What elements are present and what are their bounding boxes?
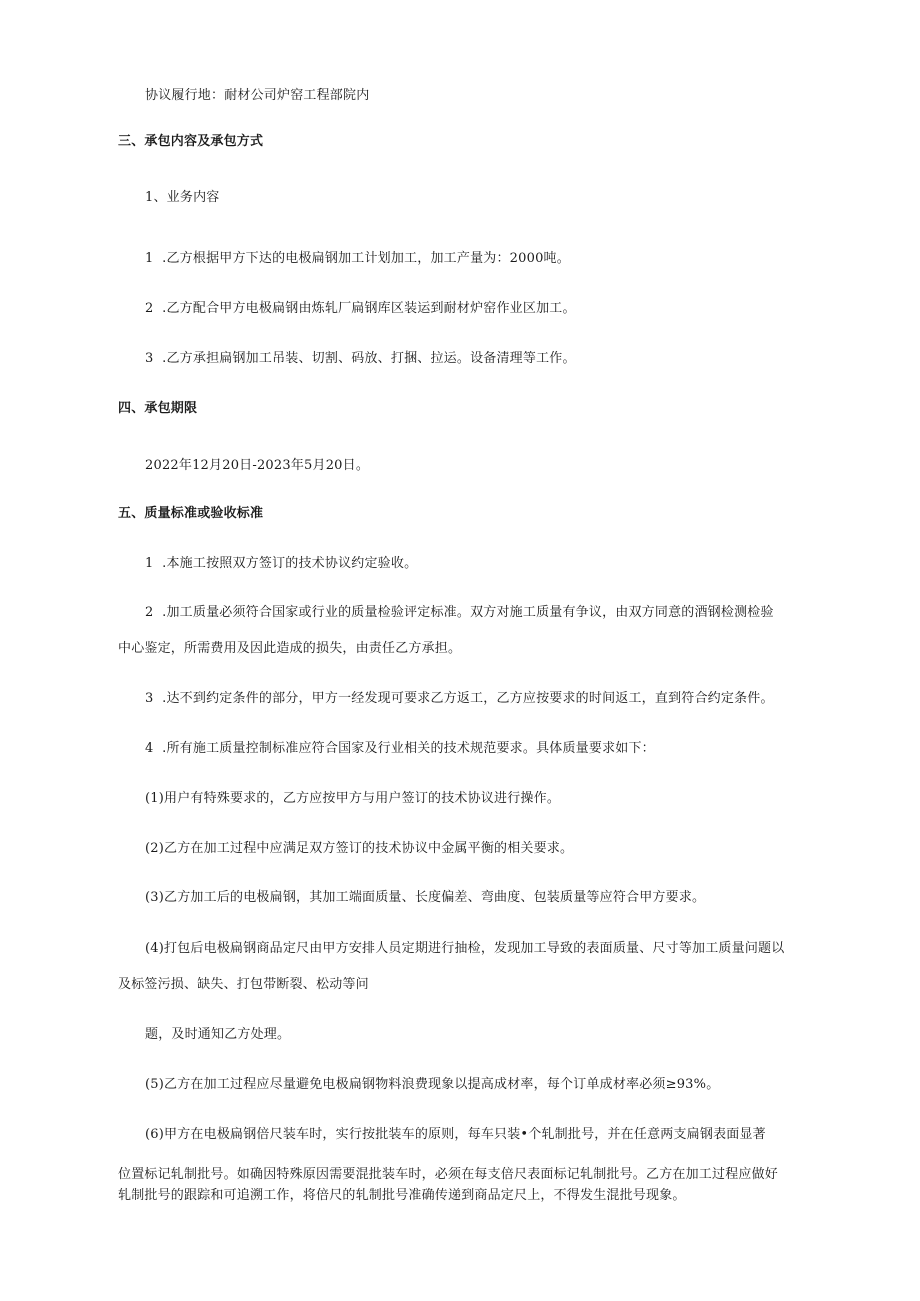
section-5-heading: 五、质量标准或验收标准 (118, 506, 264, 521)
requirement-4c: 题，及时通知乙方处理。 (145, 1027, 291, 1042)
section-3-heading: 三、承包内容及承包方式 (118, 134, 264, 149)
requirement-6b: 位置标记轧制批号。如确因特殊原因需要混批装车时，必须在每支倍尺表面标记轧制批号。乙方在加工过程应做好 (118, 1167, 779, 1182)
section-5-item-1: 1 .本施工按照双方签订的技术协议约定验收。 (145, 556, 418, 571)
requirement-4a: (4)打包后电极扁钢商品定尺由甲方安排人员定期进行抽检，发现加工导致的表面质量、尺寸等加工质量问题以 (145, 941, 785, 956)
requirement-3: (3)乙方加工后的电极扁钢，其加工端面质量、长度偏差、弯曲度、包装质量等应符合甲方要求。 (145, 890, 706, 905)
requirement-5: (5)乙方在加工过程应尽量避免电极扁钢物料浪费现象以提高成材率，每个订单成材率必须≥93%。 (145, 1077, 720, 1092)
requirement-2: (2)乙方在加工过程中应满足双方签订的技术协议中金属平衡的相关要求。 (145, 841, 574, 856)
requirement-4b: 及标签污损、缺失、打包带断裂、松动等问 (118, 977, 369, 992)
section-3-item-3: 3 .乙方承担扁钢加工吊装、切割、码放、打捆、拉运。设备清理等工作。 (145, 351, 576, 366)
section-5-item-2a: 2 .加工质量必须符合国家或行业的质量检验评定标准。双方对施工质量有争议，由双方同意的酒钢检测检验 (145, 605, 774, 620)
requirement-1: (1)用户有特殊要求的，乙方应按甲方与用户签订的技术协议进行操作。 (145, 791, 561, 806)
requirement-6c: 轧制批号的跟踪和可追溯工作，将倍尺的轧制批号准确传递到商品定尺上，不得发生混批号现象。 (118, 1188, 686, 1203)
section-4-heading: 四、承包期限 (118, 401, 198, 416)
requirement-6a: (6)甲方在电极扁钢倍尺装车时，实行按批装车的原则，每车只装•个轧制批号，并在任意两支扁钢表面显著 (145, 1127, 766, 1142)
section-5-item-3: 3 .达不到约定条件的部分，甲方一经发现可要求乙方返工，乙方应按要求的时间返工，直到符合约定条件。 (145, 691, 774, 706)
performance-place-line: 协议履行地：耐材公司炉窑工程部院内 (145, 88, 370, 103)
section-3-item-2: 2 .乙方配合甲方电极扁钢由炼轧厂扁钢库区装运到耐材炉窑作业区加工。 (145, 301, 576, 316)
section-5-item-4: 4 .所有施工质量控制标准应符合国家及行业相关的技术规范要求。具体质量要求如下： (145, 741, 655, 756)
section-3-subheading: 1、业务内容 (145, 190, 220, 205)
section-3-item-1: 1 .乙方根据甲方下达的电极扁钢加工计划加工，加工产量为：2000吨。 (145, 251, 570, 266)
contract-period: 2022年12月20日-2023年5月20日。 (145, 458, 370, 473)
section-5-item-2b: 中心鉴定，所需费用及因此造成的损失，由责任乙方承担。 (118, 641, 462, 656)
